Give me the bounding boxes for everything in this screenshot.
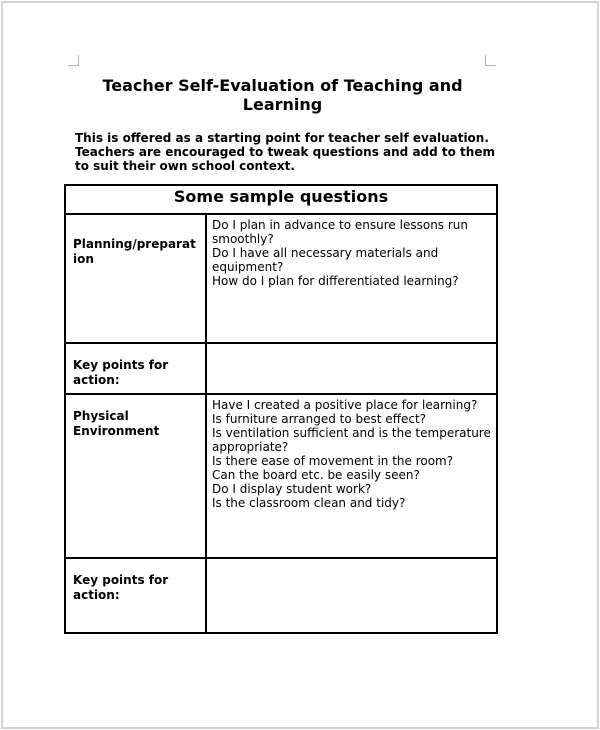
intro-paragraph-line: This is offered as a starting point for teacher self evaluation. [75,131,489,145]
table-row [65,558,497,633]
question-list [212,218,494,288]
row-content-cell [206,394,497,558]
row-label-cell: Physical Environment [65,394,206,558]
row-label-cell: Key points for action: [65,343,206,394]
question-line: How do I plan for differentiated learning? [212,274,459,288]
question-line: Is there ease of movement in the room? [212,454,454,468]
sample-questions-table [64,184,498,634]
intro-paragraph [75,131,507,173]
question-list [212,398,494,510]
table-header-row [65,185,497,214]
margin-corner-mark-left-icon [68,55,79,66]
table-row [65,394,497,558]
question-line: Do I display student work? [212,482,372,496]
question-line: Is the classroom clean and tidy? [212,496,406,510]
question-line: Can the board etc. be easily seen? [212,468,420,482]
question-line: Do I plan in advance to ensure lessons run smoothly? [212,218,469,246]
row-label-cell: Key points for action: [65,558,206,633]
document-title [75,76,490,114]
table-body [65,214,497,633]
margin-corner-mark-right-icon [485,55,496,66]
row-content-cell [206,343,497,394]
document-title-line: Learning [242,95,323,114]
question-line: Have I created a positive place for learning? [212,398,478,412]
question-line: Is furniture arranged to best effect? [212,412,427,426]
row-label-cell: Planning/preparation [65,214,206,343]
table-row [65,214,497,343]
row-content-cell [206,558,497,633]
intro-paragraph-line: to suit their own school context. [75,159,295,173]
question-line: Is ventilation sufficient and is the temperature appropriate? [212,426,491,454]
table-header-title: Some sample questions [65,185,497,214]
intro-paragraph-line: Teachers are encouraged to tweak questions and add to them [75,145,495,159]
table-row [65,343,497,394]
row-content-cell [206,214,497,343]
document-title-line: Teacher Self-Evaluation of Teaching and [102,76,463,95]
question-line: Do I have all necessary materials and equipment? [212,246,439,274]
